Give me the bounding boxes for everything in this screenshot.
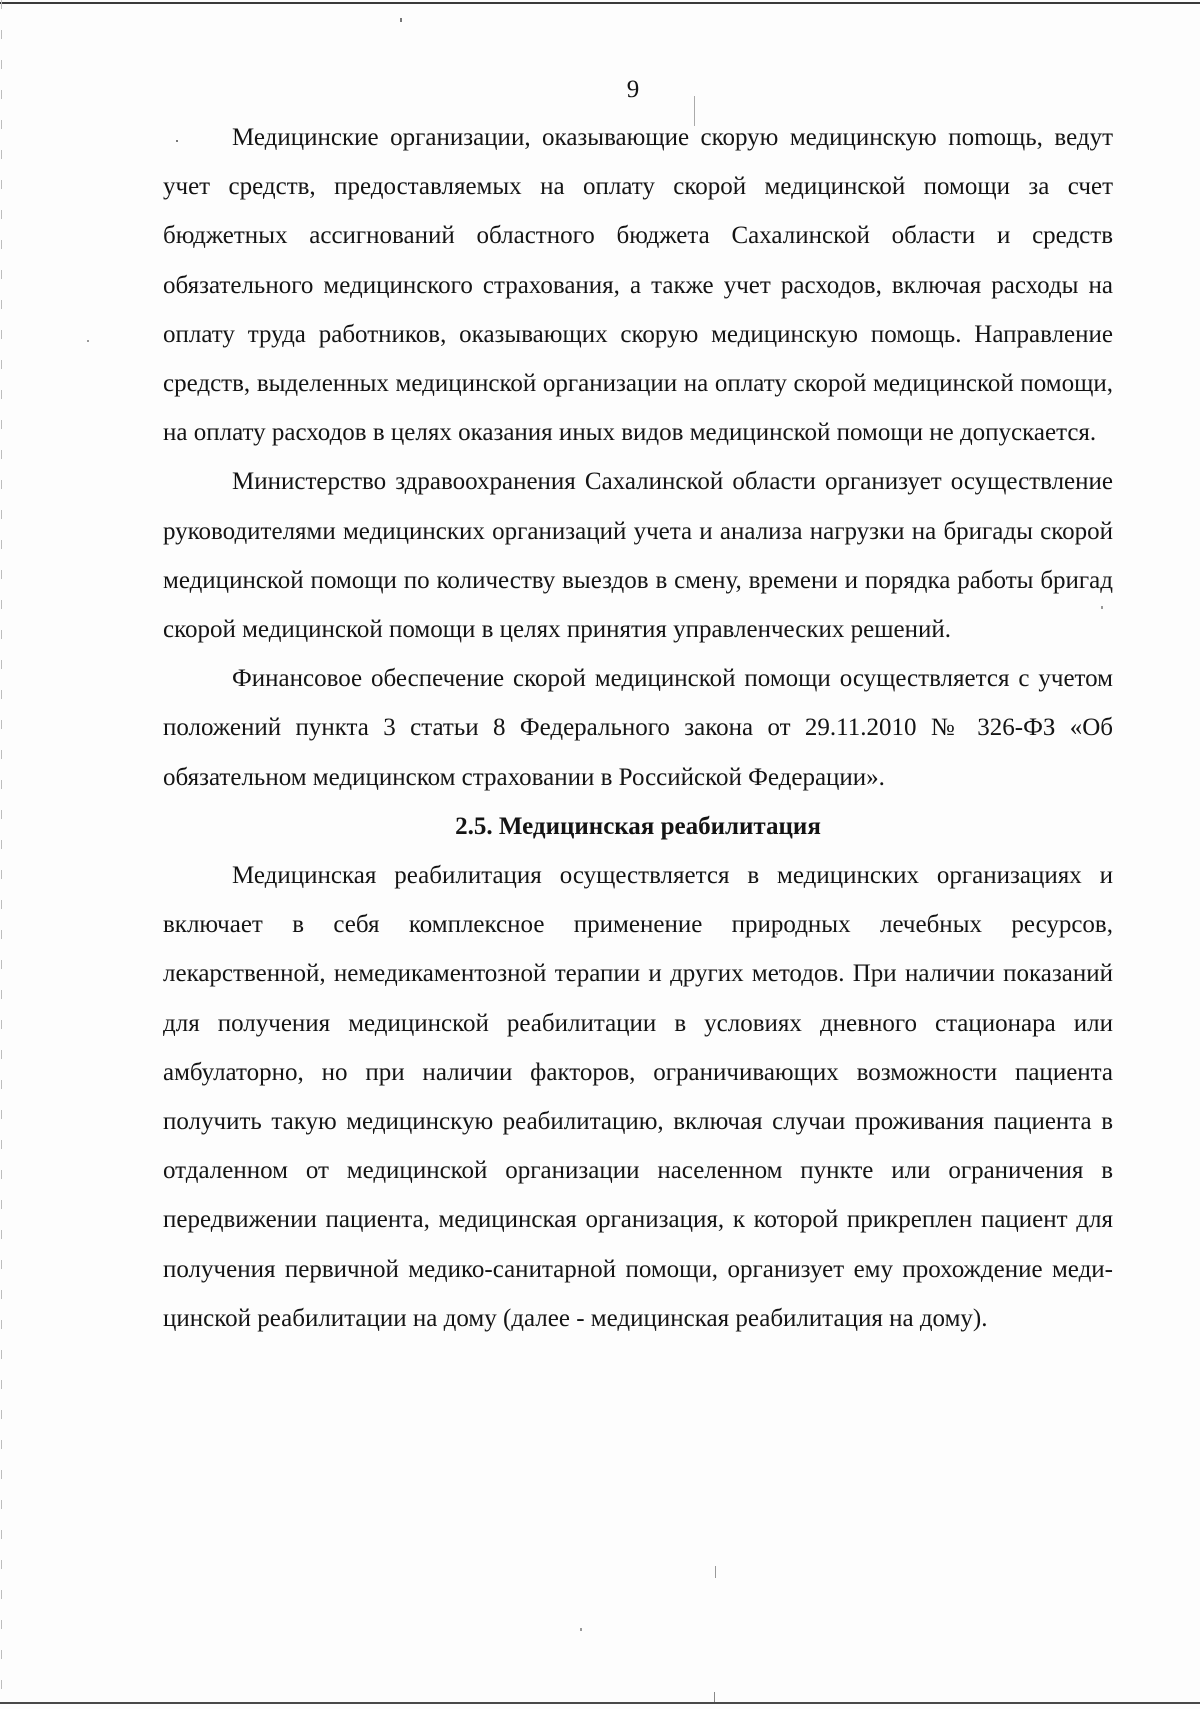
paragraph: Министерство здравоохранения Сахалинской области организует осуществление руководителями медицинских организаций учета и анализа нагрузки на бригады скорой медицинской помощи по количеству выездов в смену, времени и порядка работы бригад скорой медицинской помощи в целях принятия управленческих решений. [163,468,1113,644]
scan-left-edge [1,0,2,1709]
section-heading: 2.5. Медицинская реабилитация [455,812,821,840]
paragraph: Медицинская реабилитация осуществляется в медицинских организациях и включает в себя комплексное применение природных лечебных ресурсов, лекарственной, немедикаментозной терапии и других методов. При наличии показаний для получения медицинской реабилитации в условиях дневного стационара или амбулаторно, но при наличии факторов, ограничивающих возможности пациента получить такую медицинскую реабилитацию, включая случаи проживания пациента в отдаленном от медицинской организации населенном пункте или ограничения в передвижении пациента, медицинская организация, к которой прикреплен пациент для получения первичной медико-санитарной помощи, организует ему прохождение медицинской реабилитации на дому (далее - медицинская реабилитация на дому). [163,862,1113,1332]
paragraph: Медицинские организации, оказывающие скорую медицинскую поmощь, ведут учет средств, предоставляемых на оплату скорой медицинской помощи за счет бюджетных ассигнований областного бюджета Сахалинской области и средств обязательного медицинского страхования, а также учет расходов, включая расходы на оплату труда работников, оказывающих скорую медицинскую помощь. Направление средств, выделенных медицинской организации на оплату скорой медицинской помощи, на оплату расходов в целях оказания иных видов медицинской помощи не допускается. [163,124,1113,447]
paragraph: Финансовое обеспечение скорой медицинской помощи осуществляется с учетом положений пункта 3 статьи 8 Федерального закона от 29.11.2010 № 326-ФЗ «Об обязательном медицинском страховании в Российской Федерации». [163,665,1113,791]
scan-speck [714,1692,715,1702]
scan-speck [87,340,89,342]
scan-speck [580,1628,582,1631]
scan-speck [400,18,402,22]
scan-speck [715,1566,716,1578]
document-body [163,113,1113,1343]
scan-top-edge [0,2,1200,4]
scan-bottom-edge [0,1702,1200,1704]
page-number: 9 [626,76,640,103]
